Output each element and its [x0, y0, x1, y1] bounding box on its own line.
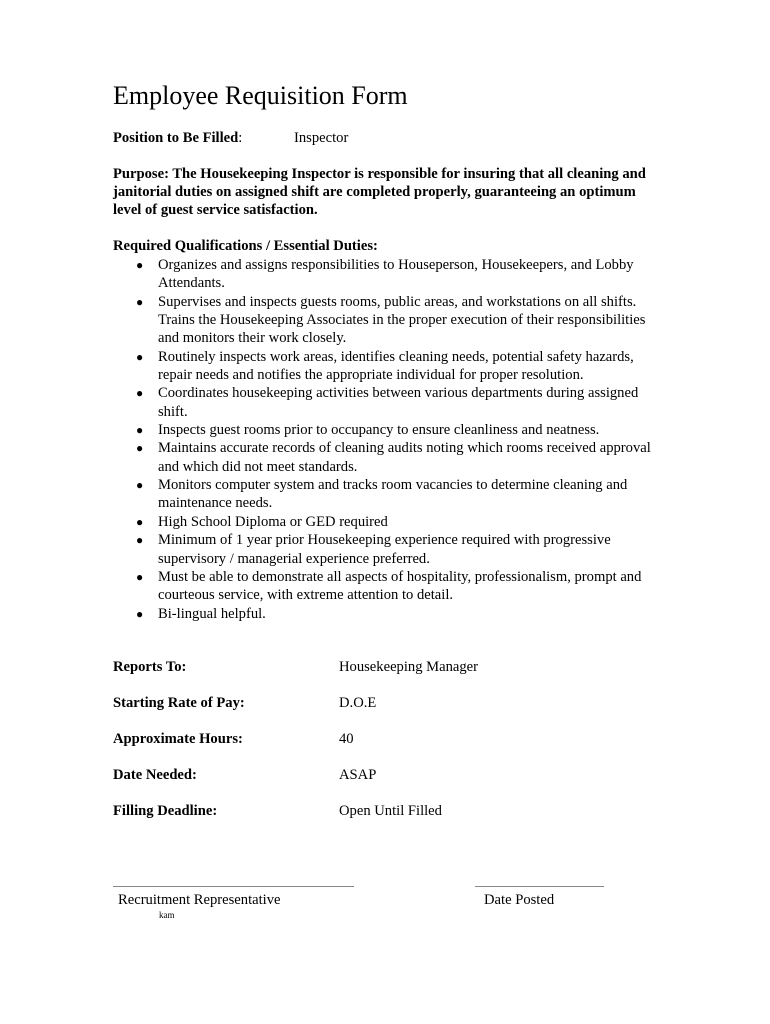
- list-item: [113, 531, 663, 568]
- list-item: [113, 568, 663, 605]
- position-details: [113, 658, 613, 838]
- position-colon: :: [238, 130, 243, 146]
- duty-text: Maintains accurate records of cleaning audits noting which rooms received approval and which did not meet standards.: [158, 440, 651, 475]
- recruiter-label: Recruitment Representative: [118, 892, 281, 908]
- detail-value: 40: [339, 731, 354, 747]
- list-item: [113, 384, 663, 421]
- list-item: [113, 513, 663, 531]
- list-item: [113, 293, 663, 348]
- bullet-icon: ●: [136, 441, 144, 456]
- position-label: Position to Be Filled: [113, 130, 239, 146]
- bullet-icon: ●: [136, 514, 144, 529]
- position-row: [113, 129, 349, 147]
- list-item: [113, 348, 663, 385]
- detail-value: Open Until Filled: [339, 803, 442, 819]
- duty-text: Inspects guest rooms prior to occupancy to ensure cleanliness and neatness.: [158, 422, 600, 439]
- detail-row-date-needed: [113, 766, 613, 802]
- bullet-icon: ●: [136, 606, 144, 621]
- detail-row-hours: [113, 730, 613, 766]
- position-value: Inspector: [294, 130, 349, 146]
- recruiter-signature-line: [113, 886, 354, 887]
- form-title: Employee Requisition Form: [113, 81, 408, 110]
- date-posted-label: Date Posted: [484, 892, 555, 908]
- detail-row-reports-to: [113, 658, 613, 694]
- date-posted-line: [475, 886, 604, 887]
- purpose-statement: Purpose: The Housekeeping Inspector is responsible for insuring that all cleaning and janitorial duties on assigned shift are completed properly, guaranteeing an optimum level of guest service satisfaction.: [113, 166, 646, 219]
- bullet-icon: ●: [136, 423, 144, 438]
- bullet-icon: ●: [136, 258, 144, 272]
- duty-text: Organizes and assigns responsibilities to Houseperson, Housekeepers, and Lobby Attendants.: [158, 257, 634, 292]
- list-item: [113, 476, 663, 513]
- list-item: [113, 256, 663, 293]
- detail-label: Starting Rate of Pay:: [113, 695, 245, 711]
- detail-row-starting-rate: [113, 694, 613, 730]
- list-item: [113, 421, 663, 439]
- bullet-icon: ●: [136, 569, 144, 584]
- bullet-icon: ●: [136, 294, 144, 309]
- duty-text: Minimum of 1 year prior Housekeeping experience required with progressive supervisory / managerial experience preferred.: [158, 532, 611, 567]
- detail-label: Filling Deadline:: [113, 803, 218, 819]
- duty-text: Supervises and inspects guests rooms, public areas, and workstations on all shifts. Trains the Housekeeping Associates in the proper execution of their responsibilities and monitors their work closely.: [158, 293, 646, 347]
- detail-label: Approximate Hours:: [113, 731, 243, 747]
- bullet-icon: ●: [136, 386, 144, 401]
- duty-text: High School Diploma or GED required: [158, 513, 388, 530]
- duties-list: [113, 256, 663, 623]
- duty-text: Coordinates housekeeping activities between various departments during assigned shift.: [158, 385, 639, 420]
- duty-text: Monitors computer system and tracks room vacancies to determine cleaning and maintenance needs.: [158, 477, 628, 512]
- detail-row-filling-deadline: [113, 802, 613, 838]
- bullet-icon: ●: [136, 349, 144, 364]
- duty-text: Bi-lingual helpful.: [158, 605, 266, 622]
- bullet-icon: ●: [136, 533, 144, 548]
- detail-value: Housekeeping Manager: [339, 659, 478, 675]
- list-item: [113, 439, 663, 476]
- detail-value: ASAP: [339, 767, 377, 783]
- qualifications-heading: Required Qualifications / Essential Duties:: [113, 238, 378, 254]
- bullet-icon: ●: [136, 478, 144, 493]
- detail-label: Reports To:: [113, 659, 187, 675]
- list-item: [113, 605, 663, 623]
- initials-text: kam: [159, 910, 175, 920]
- duty-text: Must be able to demonstrate all aspects of hospitality, professionalism, prompt and courteous service, with extreme attention to detail.: [158, 568, 642, 604]
- detail-label: Date Needed:: [113, 767, 197, 783]
- duty-text: Routinely inspects work areas, identifies cleaning needs, potential safety hazards, repair needs and notifies the appropriate individual for proper resolution.: [158, 348, 634, 384]
- detail-value: D.O.E: [339, 695, 377, 711]
